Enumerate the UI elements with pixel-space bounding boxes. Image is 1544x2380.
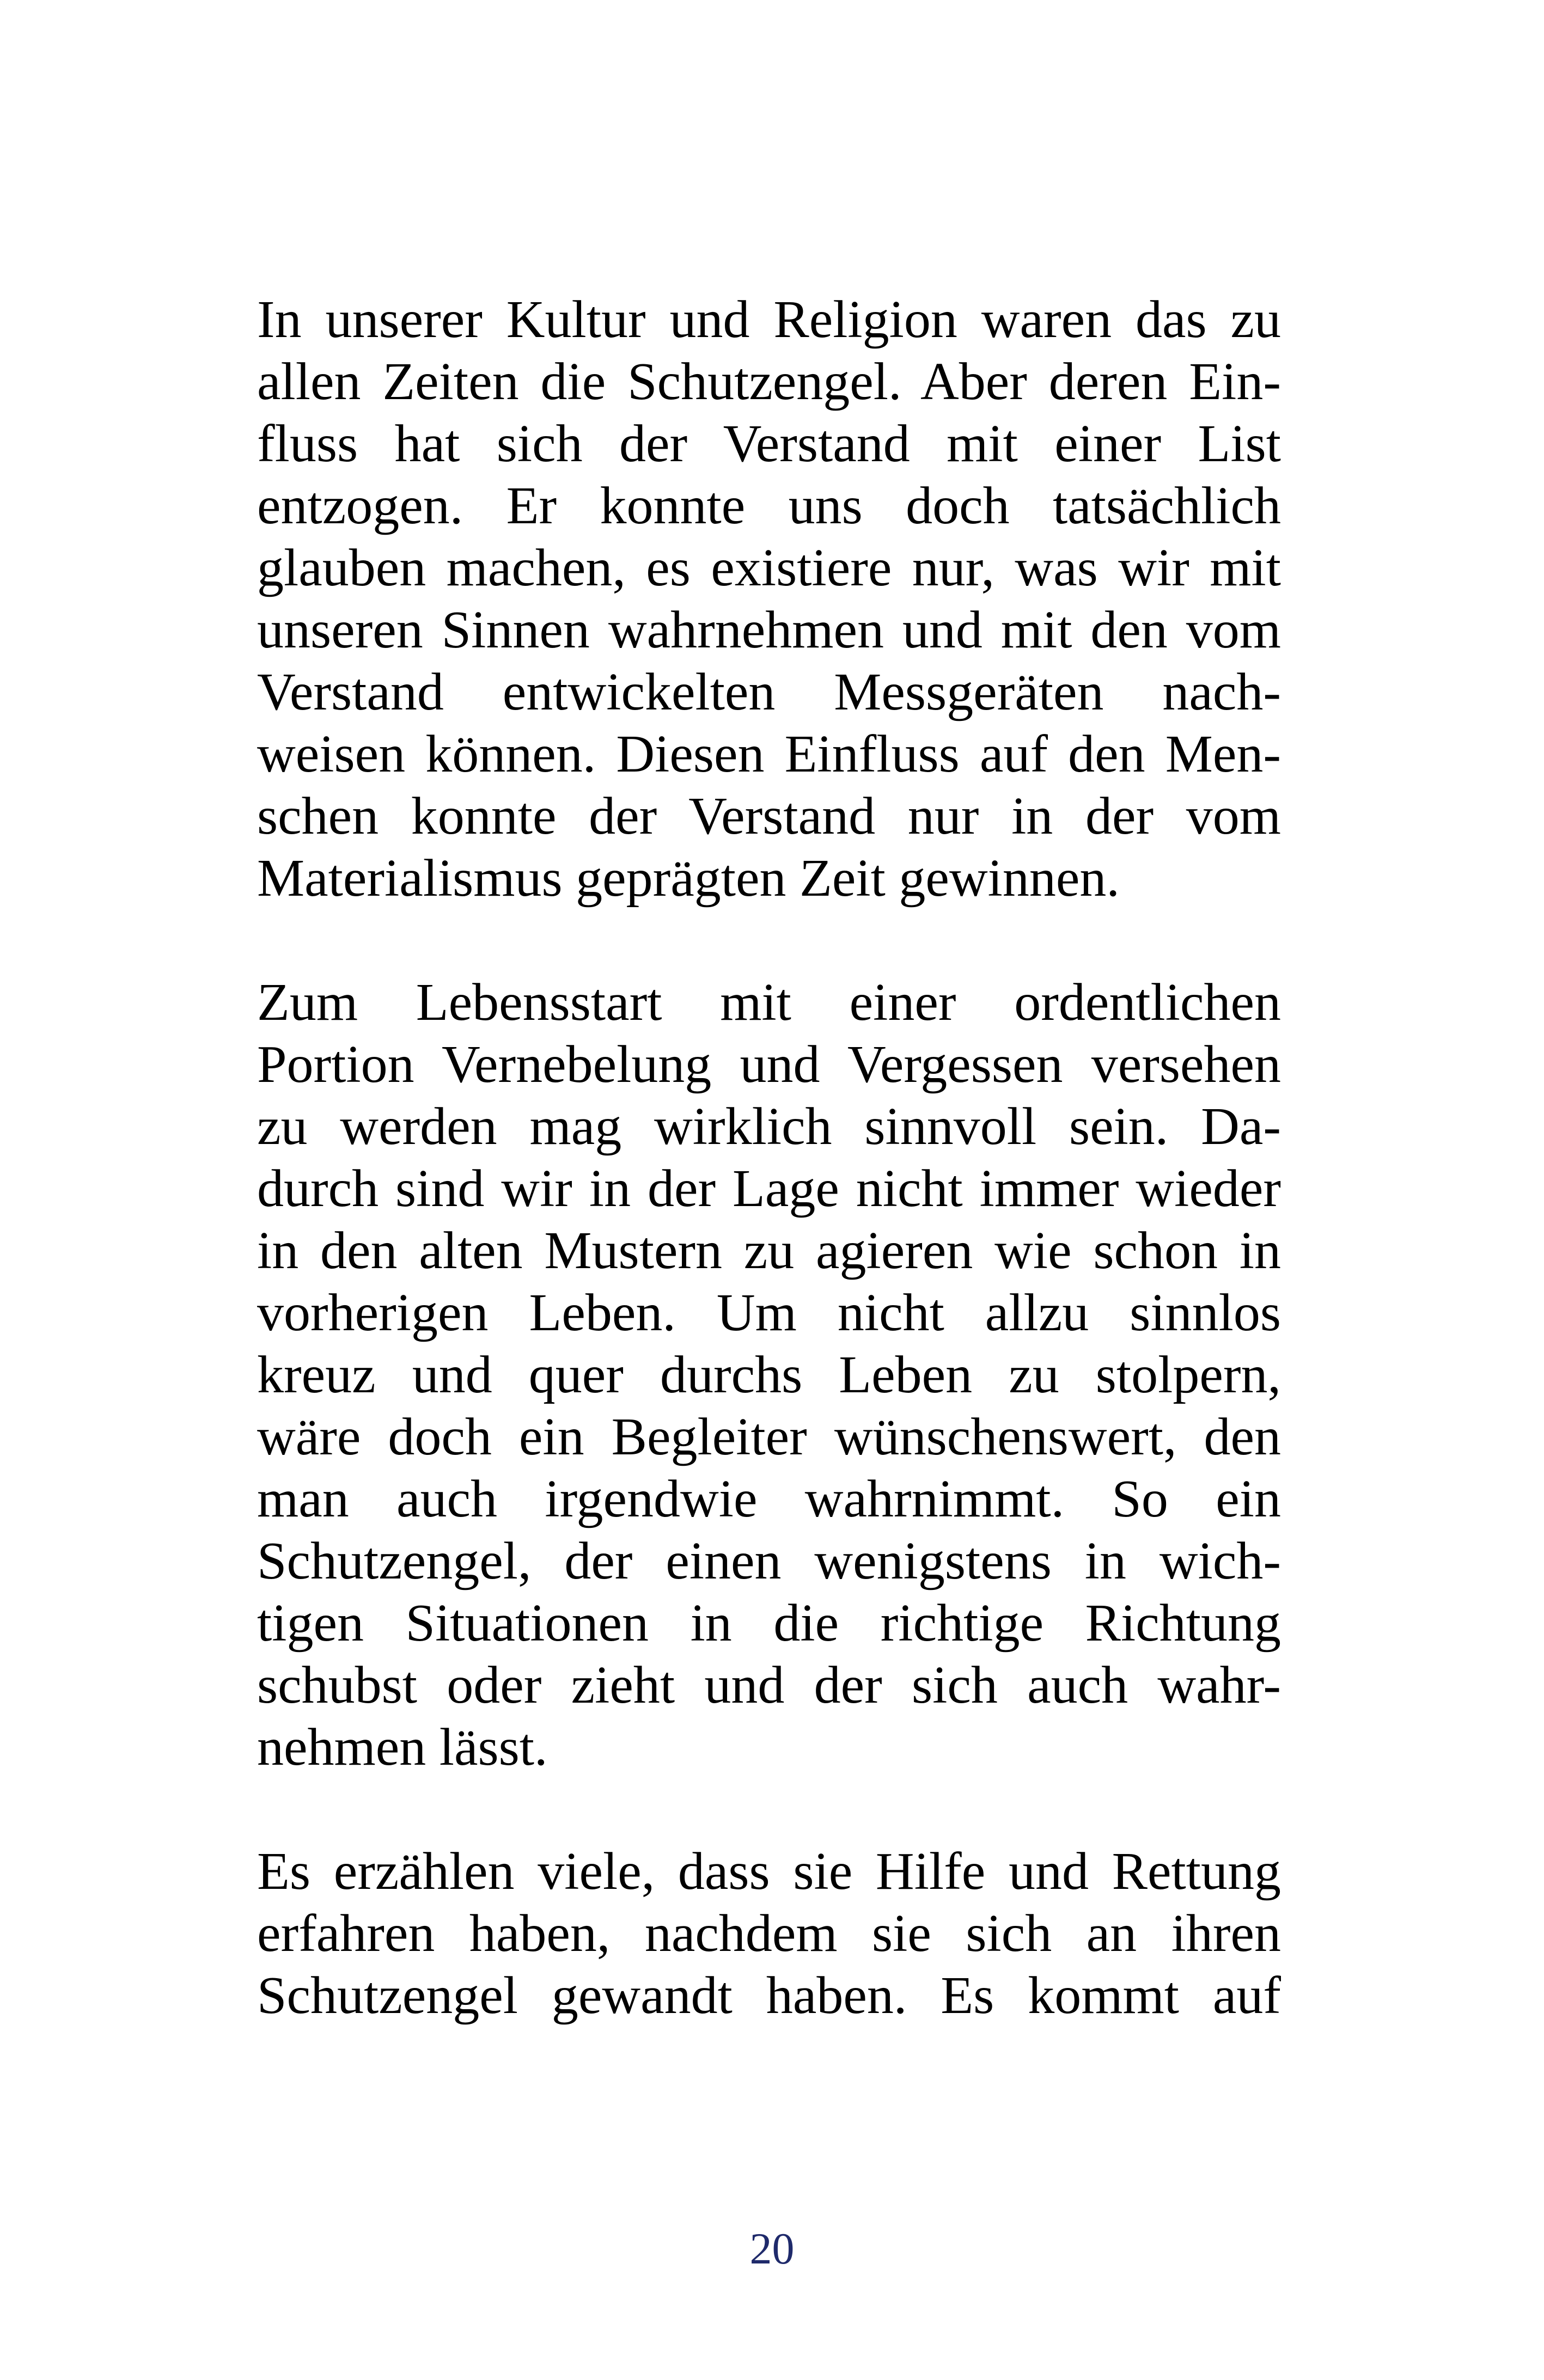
paragraph-spacer xyxy=(257,909,1281,971)
body-text xyxy=(257,289,1281,2027)
text-line: tigen Situationen in die richtige Richtung xyxy=(257,1594,1281,1653)
paragraph-spacer xyxy=(257,1778,1281,1840)
paragraph-2 xyxy=(257,971,1281,1778)
text-line: erfahren haben, nachdem sie sich an ihren xyxy=(257,1904,1281,1963)
text-line: fluss hat sich der Verstand mit einer List xyxy=(257,414,1281,473)
text-line: glauben machen, es existiere nur, was wir mit xyxy=(257,539,1281,597)
text-line: durch sind wir in der Lage nicht immer wieder xyxy=(257,1159,1281,1218)
paragraph-3 xyxy=(257,1840,1281,2027)
text-line: Portion Vernebelung und Vergessen versehen xyxy=(257,1035,1281,1094)
text-line: man auch irgendwie wahrnimmt. So ein xyxy=(257,1470,1281,1528)
text-line: Materialismus geprägten Zeit gewinnen. xyxy=(257,849,1120,908)
text-line: Schutzengel gewandt haben. Es kommt auf xyxy=(257,1966,1281,2025)
text-line: in den alten Mustern zu agieren wie schon in xyxy=(257,1221,1281,1280)
text-line: Zum Lebensstart mit einer ordentlichen xyxy=(257,973,1281,1032)
text-line: weisen können. Diesen Einfluss auf den Men- xyxy=(257,725,1281,784)
text-line: entzogen. Er konnte uns doch tatsächlich xyxy=(257,476,1281,535)
text-line: nehmen lässt. xyxy=(257,1718,548,1777)
text-line: wäre doch ein Begleiter wünschenswert, den xyxy=(257,1408,1281,1466)
text-line: In unserer Kultur und Religion waren das zu xyxy=(257,290,1281,349)
text-line: schen konnte der Verstand nur in der vom xyxy=(257,787,1281,846)
text-line: schubst oder zieht und der sich auch wahr- xyxy=(257,1656,1281,1715)
text-line: kreuz und quer durchs Leben zu stolpern, xyxy=(257,1345,1281,1404)
text-line: Verstand entwickelten Messgeräten nach- xyxy=(257,663,1281,721)
page-number: 20 xyxy=(749,2224,795,2273)
text-line: allen Zeiten die Schutzengel. Aber deren Ein- xyxy=(257,352,1281,411)
text-line: Schutzengel, der einen wenigstens in wich- xyxy=(257,1532,1281,1590)
text-line: unseren Sinnen wahrnehmen und mit den vom xyxy=(257,601,1281,659)
text-line: vorherigen Leben. Um nicht allzu sinnlos xyxy=(257,1283,1281,1342)
paragraph-1 xyxy=(257,289,1281,909)
text-line: Es erzählen viele, dass sie Hilfe und Rettung xyxy=(257,1842,1281,1901)
text-line: zu werden mag wirklich sinnvoll sein. Da- xyxy=(257,1097,1281,1156)
